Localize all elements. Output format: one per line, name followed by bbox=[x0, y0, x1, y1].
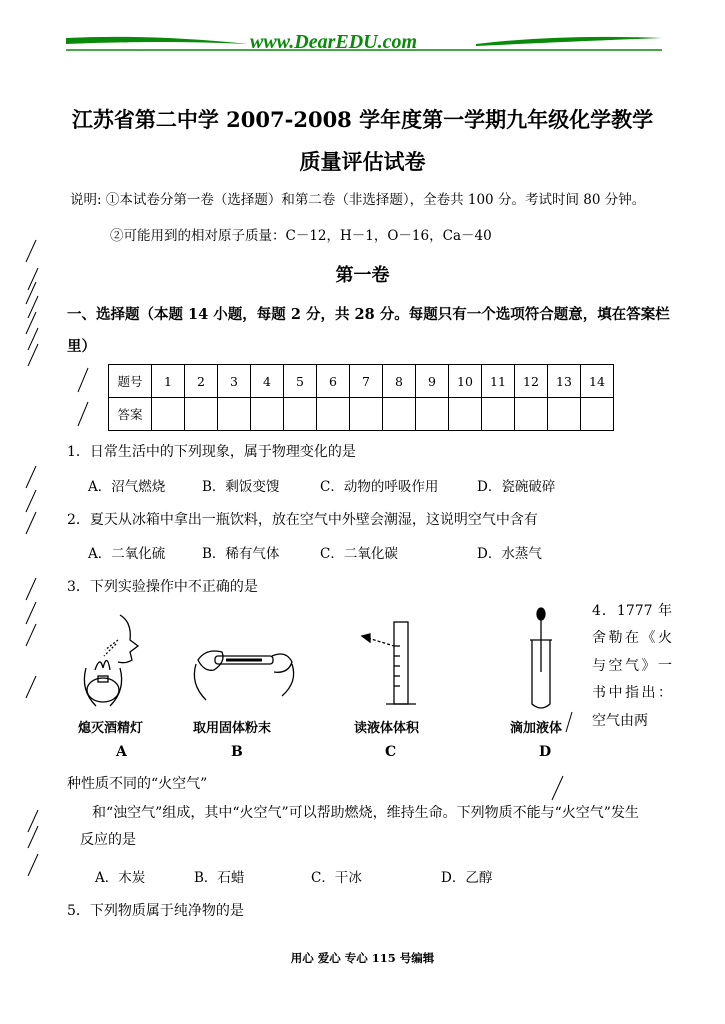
table-cell-number: 1 bbox=[152, 365, 185, 398]
table-cell-number: 14 bbox=[581, 365, 614, 398]
figure-b-drawing bbox=[194, 651, 293, 700]
question-4-line4: 反应的是 bbox=[80, 832, 136, 848]
table-cell-number: 2 bbox=[185, 365, 218, 398]
question-1-stem: 1．日常生活中的下列现象，属于物理变化的是 bbox=[67, 444, 356, 460]
question-4-option-c: C．干冰 bbox=[311, 870, 362, 886]
figure-d-letter: D bbox=[539, 744, 552, 760]
answer-cell[interactable] bbox=[350, 398, 383, 431]
table-header-number: 题号 bbox=[109, 365, 152, 398]
table-cell-number: 4 bbox=[251, 365, 284, 398]
answer-cell[interactable] bbox=[449, 398, 482, 431]
volume-heading: 第一卷 bbox=[335, 265, 390, 286]
table-cell-number: 7 bbox=[350, 365, 383, 398]
table-cell-number: 11 bbox=[482, 365, 515, 398]
figure-a-caption: 熄灭酒精灯 bbox=[78, 721, 144, 736]
instruction-note-1: 说明: ①本试卷分第一卷（选择题）和第二卷（非选择题），全卷共 100 分。考试时间 80 分钟。 bbox=[70, 192, 646, 208]
answer-cell[interactable] bbox=[581, 398, 614, 431]
exam-title-line1: 江苏省第二中学 2007-2008 学年度第一学期九年级化学教学 bbox=[71, 107, 654, 132]
page-footer: 用心 爱心 专心 115 号编辑 bbox=[290, 951, 435, 965]
answer-cell[interactable] bbox=[284, 398, 317, 431]
section-heading-line2: 里） bbox=[67, 338, 96, 355]
table-cell-number: 10 bbox=[449, 365, 482, 398]
answer-table bbox=[108, 364, 614, 431]
question-4-option-d: D．乙醇 bbox=[441, 870, 493, 886]
figure-b-caption: 取用固体粉末 bbox=[193, 721, 272, 736]
question-2-option-a: A．二氧化硫 bbox=[88, 546, 166, 562]
answer-table-number-row bbox=[109, 365, 614, 398]
answer-cell[interactable] bbox=[416, 398, 449, 431]
answer-cell[interactable] bbox=[317, 398, 350, 431]
question-1-option-c: C．动物的呼吸作用 bbox=[320, 479, 439, 495]
question-4-option-b: B．石蜡 bbox=[194, 870, 245, 886]
figure-d-drawing bbox=[530, 608, 552, 708]
question-2-option-d: D．水蒸气 bbox=[477, 546, 542, 562]
figure-c-drawing bbox=[362, 622, 416, 704]
question-3-stem: 3．下列实验操作中不正确的是 bbox=[67, 579, 258, 595]
header-site-url[interactable]: www.DearEDU.com bbox=[250, 31, 418, 53]
figure-c-letter: C bbox=[385, 744, 397, 760]
table-header-answer: 答案 bbox=[109, 398, 152, 431]
answer-cell[interactable] bbox=[482, 398, 515, 431]
question-1-option-b: B．剩饭变馊 bbox=[202, 479, 280, 495]
answer-cell[interactable] bbox=[515, 398, 548, 431]
question-2-option-b: B．稀有气体 bbox=[202, 546, 280, 562]
answer-cell[interactable] bbox=[548, 398, 581, 431]
question-4-side-text: 4．1777 年舍勒在《火与空气》一书中指出：空气由两 bbox=[592, 603, 672, 729]
answer-cell[interactable] bbox=[251, 398, 284, 431]
answer-cell[interactable] bbox=[185, 398, 218, 431]
figure-b-letter: B bbox=[231, 744, 243, 760]
question-1-option-a: A．沼气燃烧 bbox=[88, 479, 166, 495]
question-5-stem: 5．下列物质属于纯净物的是 bbox=[67, 903, 244, 919]
question-1-option-d: D．瓷碗破碎 bbox=[477, 479, 556, 495]
table-cell-number: 5 bbox=[284, 365, 317, 398]
table-cell-number: 8 bbox=[383, 365, 416, 398]
table-cell-number: 9 bbox=[416, 365, 449, 398]
answer-cell[interactable] bbox=[152, 398, 185, 431]
answer-table-answer-row bbox=[109, 398, 614, 431]
table-cell-number: 12 bbox=[515, 365, 548, 398]
question-4-option-a: A．木炭 bbox=[95, 870, 146, 886]
figure-a-letter: A bbox=[116, 744, 127, 760]
question-4-line3: 和“浊空气”组成，其中“火空气”可以帮助燃烧，维持生命。下列物质不能与“火空气”发生 bbox=[92, 805, 639, 821]
table-cell-number: 6 bbox=[317, 365, 350, 398]
question-2-option-c: C．二氧化碳 bbox=[320, 546, 398, 562]
answer-cell[interactable] bbox=[383, 398, 416, 431]
question-4-line2: 种性质不同的“火空气” bbox=[67, 776, 208, 792]
figure-d-caption: 滴加液体 bbox=[510, 721, 563, 736]
table-cell-number: 13 bbox=[548, 365, 581, 398]
question-2-stem: 2．夏天从冰箱中拿出一瓶饮料，放在空气中外壁会潮湿，这说明空气中含有 bbox=[67, 512, 538, 528]
instruction-note-2: ②可能用到的相对原子质量：C－12，H－1，O－16，Ca－40 bbox=[110, 228, 492, 244]
exam-title-line2: 质量评估试卷 bbox=[299, 149, 426, 174]
table-cell-number: 3 bbox=[218, 365, 251, 398]
figure-c-caption: 读液体体积 bbox=[354, 721, 420, 736]
figure-a-drawing bbox=[84, 615, 138, 706]
answer-cell[interactable] bbox=[218, 398, 251, 431]
section-heading-line1: 一、选择题（本题 14 小题，每题 2 分，共 28 分。每题只有一个选项符合题意，填在答案栏 bbox=[67, 306, 670, 323]
